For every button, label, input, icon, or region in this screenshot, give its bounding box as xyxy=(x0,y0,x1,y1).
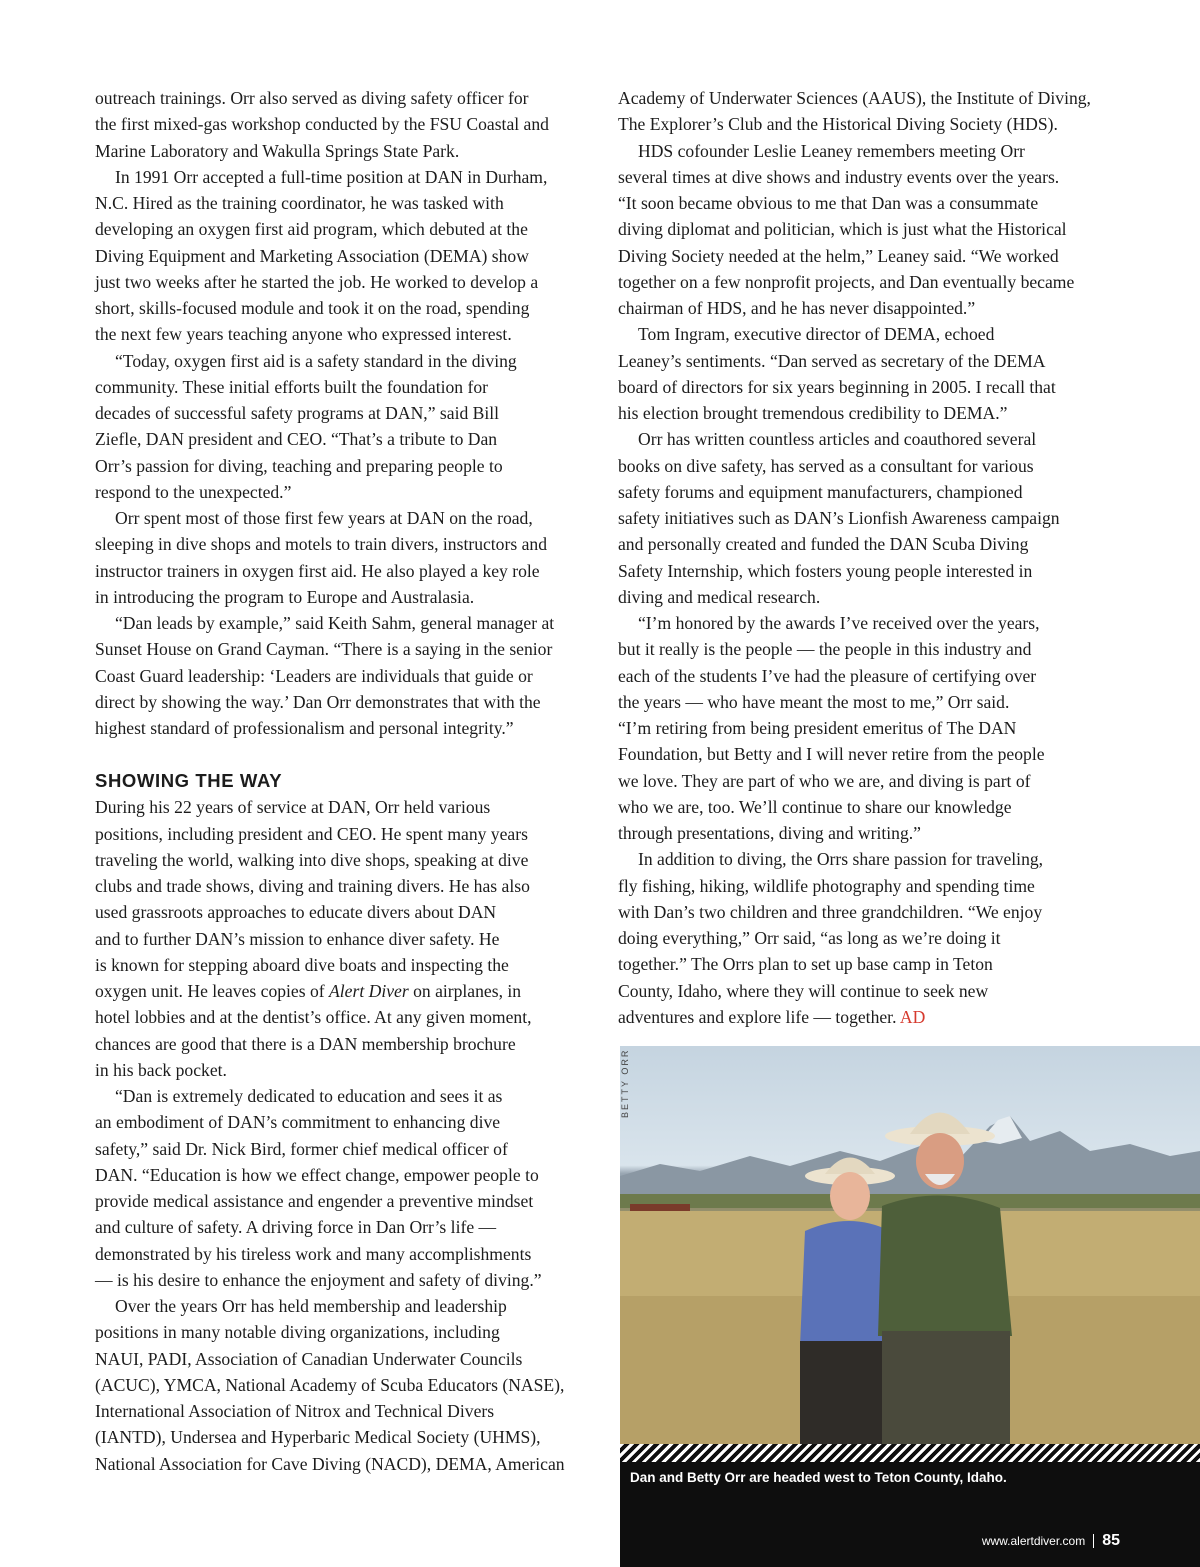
text-line: “Today, oxygen first aid is a safety standard in the diving xyxy=(115,350,517,371)
text-line: Orr’s passion for diving, teaching and preparing people to xyxy=(95,455,503,476)
text-line: is known for stepping aboard dive boats and inspecting the xyxy=(95,954,509,975)
page-footer xyxy=(982,1532,1120,1550)
paragraph xyxy=(95,348,590,506)
text-line: Safety Internship, which fosters young people interested in xyxy=(618,560,1033,581)
text-line: his election brought tremendous credibility to DEMA.” xyxy=(618,403,1008,423)
text-line: books on dive safety, has served as a consultant for various xyxy=(618,455,1034,476)
text-line: provide medical assistance and engender a preventive mindset xyxy=(95,1191,534,1211)
text-line: Diving Society needed at the helm,” Leaney said. “We worked xyxy=(618,245,1059,266)
paragraph xyxy=(618,85,1118,138)
text-line: we love. They are part of who we are, and diving is part of xyxy=(618,770,1031,791)
text-line: the years — who have meant the most to me,” Orr said. xyxy=(618,691,1010,712)
text-line: clubs and trade shows, diving and training divers. He has also xyxy=(95,876,530,896)
paragraph xyxy=(95,505,590,610)
hatch-pattern xyxy=(620,1444,1200,1462)
text-line: the first mixed-gas workshop conducted by the FSU Coastal and xyxy=(95,114,549,135)
text-line: each of the students I’ve had the pleasure of certifying over xyxy=(618,665,1037,686)
text-line: the next few years teaching anyone who expressed interest. xyxy=(95,324,512,345)
text-line: doing everything,” Orr said, “as long as we’re doing it xyxy=(618,928,1001,948)
text-line: highest standard of professionalism and personal integrity.” xyxy=(95,718,514,738)
text-line: DAN. “Education is how we effect change, empower people to xyxy=(95,1164,539,1185)
text-line: together.” The Orrs plan to set up base camp in Teton xyxy=(618,954,993,975)
text-line: diving and medical research. xyxy=(618,586,821,607)
text-line: Foundation, but Betty and I will never retire from the people xyxy=(618,744,1045,765)
text-line: The Explorer’s Club and the Historical Diving Society (HDS). xyxy=(618,114,1058,135)
text-line: “I’m retiring from being president emeritus of The DAN xyxy=(618,718,1017,738)
text-line: safety,” said Dr. Nick Bird, former chief medical officer of xyxy=(95,1138,508,1159)
text-line: County, Idaho, where they will continue to seek new xyxy=(618,980,989,1001)
text-line: board of directors for six years beginning in 2005. I recall that xyxy=(618,376,1056,397)
text-line: demonstrated by his tireless work and many accomplishments xyxy=(95,1243,532,1264)
text-line: — is his desire to enhance the enjoyment and safety of diving.” xyxy=(95,1269,542,1290)
paragraph xyxy=(95,1083,590,1293)
text-line: with Dan’s two children and three grandchildren. “We enjoy xyxy=(618,901,1043,922)
text-line: and culture of safety. A driving force in Dan Orr’s life — xyxy=(95,1217,497,1238)
text-line: hotel lobbies and at the dentist’s office. At any given moment, xyxy=(95,1007,532,1028)
text-line: but it really is the people — the people in this industry and xyxy=(618,639,1032,660)
paragraph xyxy=(618,138,1118,322)
text-line: in introducing the program to Europe and Australasia. xyxy=(95,586,475,607)
text-line: NAUI, PADI, Association of Canadian Underwater Councils xyxy=(95,1348,523,1369)
text-line: In addition to diving, the Orrs share passion for traveling, xyxy=(638,849,1044,870)
text-line: Diving Equipment and Marketing Association (DEMA) show xyxy=(95,245,529,266)
text-line: adventures and explore life — together. AD xyxy=(618,1006,926,1027)
text-line: Sunset House on Grand Cayman. “There is a saying in the senior xyxy=(95,639,553,660)
paragraph xyxy=(95,794,590,1083)
paragraph xyxy=(95,164,590,348)
text-line: diving diplomat and politician, which is just what the Historical xyxy=(618,219,1067,240)
text-line: decades of successful safety programs at DAN,” said Bill xyxy=(95,403,500,423)
paragraph xyxy=(618,846,1118,1030)
text-line: Marine Laboratory and Wakulla Springs State Park. xyxy=(95,140,460,161)
text-line: short, skills-focused module and took it on the road, spending xyxy=(95,298,530,318)
paragraph xyxy=(95,1293,590,1477)
text-line: “I’m honored by the awards I’ve received over the years, xyxy=(638,613,1040,633)
text-line: positions, including president and CEO. He spent many years xyxy=(95,823,528,844)
text-line: International Association of Nitrox and Technical Divers xyxy=(95,1401,495,1421)
text-line: respond to the unexpected.” xyxy=(95,481,292,502)
paragraph xyxy=(95,85,590,164)
section-heading: SHOWING THE WAY xyxy=(95,770,283,792)
text-line: (ACUC), YMCA, National Academy of Scuba Educators (NASE), xyxy=(95,1374,565,1395)
text-line: positions in many notable diving organizations, including xyxy=(95,1322,500,1343)
text-line: Ziefle, DAN president and CEO. “That’s a tribute to Dan xyxy=(95,429,498,450)
photo-illustration xyxy=(620,1046,1200,1444)
text-line: and personally created and funded the DAN Scuba Diving xyxy=(618,534,1029,555)
text-line: safety forums and equipment manufacturers, championed xyxy=(618,481,1023,502)
text-line: Orr spent most of those first few years at DAN on the road, xyxy=(115,508,533,528)
text-line: through presentations, diving and writing.” xyxy=(618,823,921,843)
text-line: traveling the world, walking into dive shops, speaking at dive xyxy=(95,849,529,870)
text-line: who we are, too. We’ll continue to share our knowledge xyxy=(618,796,1012,817)
text-line: chairman of HDS, and he has never disappointed.” xyxy=(618,298,976,318)
text-line: Coast Guard leadership: ‘Leaders are individuals that guide or xyxy=(95,665,533,686)
text-line: “It soon became obvious to me that Dan was a consummate xyxy=(618,193,1039,213)
text-line: and to further DAN’s mission to enhance diver safety. He xyxy=(95,928,500,949)
text-line: Academy of Underwater Sciences (AAUS), the Institute of Diving, xyxy=(618,88,1091,108)
text-line: outreach trainings. Orr also served as diving safety officer for xyxy=(95,88,529,108)
text-line: (IANTD), Undersea and Hyperbaric Medical Society (UHMS), xyxy=(95,1427,541,1448)
text-line: an embodiment of DAN’s commitment to enhancing dive xyxy=(95,1112,501,1133)
text-line: safety initiatives such as DAN’s Lionfish Awareness campaign xyxy=(618,508,1060,528)
paragraph xyxy=(95,610,590,741)
right-column xyxy=(618,85,1118,1030)
text-line: Leaney’s sentiments. “Dan served as secretary of the DEMA xyxy=(618,350,1046,371)
footer-divider xyxy=(1093,1534,1094,1548)
text-line: used grassroots approaches to educate divers about DAN xyxy=(95,902,497,923)
paragraph xyxy=(618,426,1118,610)
text-line: direct by showing the way.’ Dan Orr demonstrates that with the xyxy=(95,691,541,712)
text-line: In 1991 Orr accepted a full-time position at DAN in Durham, xyxy=(115,166,548,187)
photo-dan-and-betty-orr xyxy=(620,1046,1200,1444)
text-line: Over the years Orr has held membership and leadership xyxy=(115,1296,507,1316)
page-number: 85 xyxy=(1102,1532,1120,1549)
text-line: N.C. Hired as the training coordinator, he was tasked with xyxy=(95,193,504,213)
magazine-title: Alert Diver xyxy=(329,981,409,1001)
left-column xyxy=(95,85,590,1477)
text-line: fly fishing, hiking, wildlife photography and spending time xyxy=(618,875,1035,896)
text-line: During his 22 years of service at DAN, Orr held various xyxy=(95,797,491,818)
signoff-mark: AD xyxy=(899,1006,926,1027)
paragraph xyxy=(618,321,1118,426)
photo-credit: BETTY ORR xyxy=(620,1048,630,1118)
text-line: Tom Ingram, executive director of DEMA, echoed xyxy=(638,324,995,345)
text-line: Orr has written countless articles and coauthored several xyxy=(638,429,1037,450)
text-line: chances are good that there is a DAN membership brochure xyxy=(95,1033,516,1054)
photo-caption: Dan and Betty Orr are headed west to Teton County, Idaho. xyxy=(630,1470,1007,1485)
text-line: community. These initial efforts built the foundation for xyxy=(95,376,489,397)
website-link[interactable]: www.alertdiver.com xyxy=(981,1534,1086,1548)
text-line: developing an oxygen first aid program, which debuted at the xyxy=(95,219,528,240)
text-line: National Association for Cave Diving (NACD), DEMA, American xyxy=(95,1453,565,1474)
text-line: in his back pocket. xyxy=(95,1059,227,1080)
text-line: instructor trainers in oxygen first aid. He also played a key role xyxy=(95,560,540,581)
text-line: oxygen unit. He leaves copies of Alert Diver on airplanes, in xyxy=(95,981,522,1001)
text-line: together on a few nonprofit projects, and Dan eventually became xyxy=(618,271,1075,292)
text-line: just two weeks after he started the job. He worked to develop a xyxy=(95,271,539,292)
text-line: sleeping in dive shops and motels to train divers, instructors and xyxy=(95,534,547,555)
text-line: “Dan leads by example,” said Keith Sahm, general manager at xyxy=(115,613,555,633)
text-line: “Dan is extremely dedicated to education and sees it as xyxy=(115,1086,503,1106)
text-line: HDS cofounder Leslie Leaney remembers meeting Orr xyxy=(638,140,1025,161)
text-line: several times at dive shows and industry events over the years. xyxy=(618,166,1060,187)
paragraph xyxy=(618,610,1118,846)
